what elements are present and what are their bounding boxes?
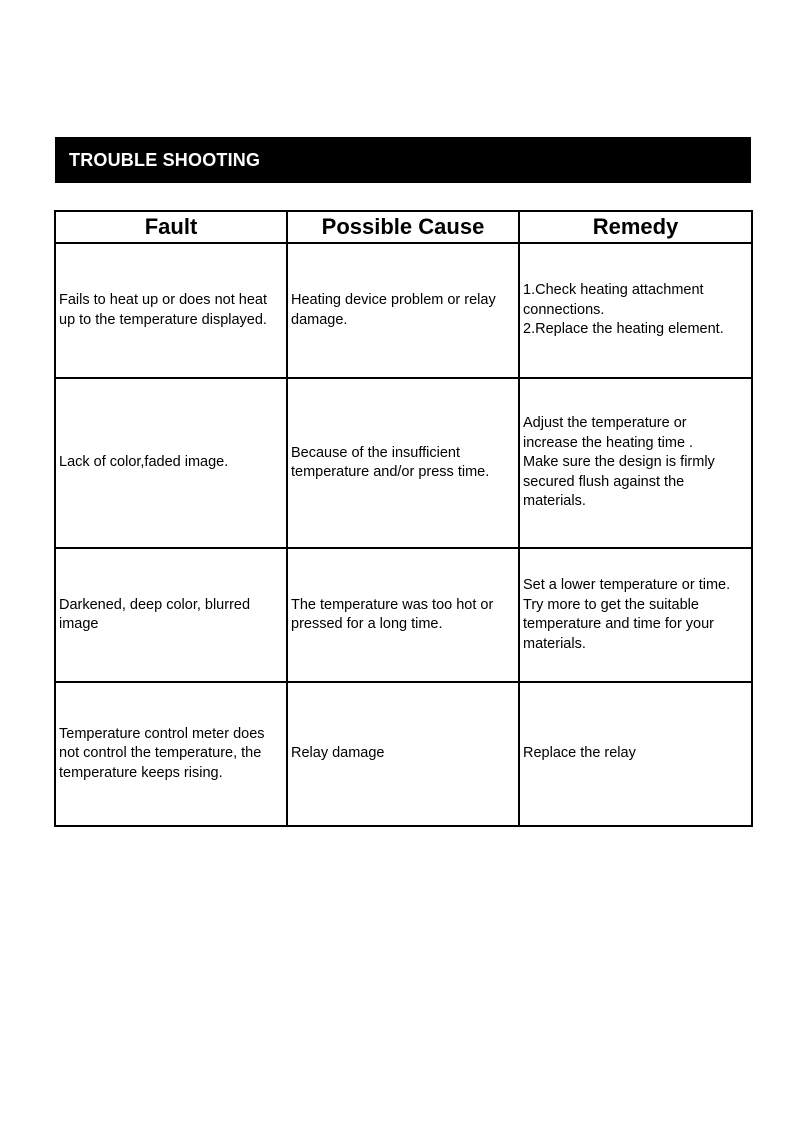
column-header-remedy: Remedy: [519, 211, 752, 243]
remedy-cell: [519, 682, 752, 826]
cause-cell: [287, 548, 519, 682]
troubleshooting-table: [54, 210, 753, 827]
remedy-cell: [519, 243, 752, 378]
fault-text: Temperature control meter does not control the temperature, the temperature keeps rising.: [59, 725, 265, 781]
table-row: [55, 378, 752, 548]
fault-text: Fails to heat up or does not heat up to the temperature displayed.: [59, 292, 267, 328]
fault-cell: [55, 378, 287, 548]
cause-text: Because of the insufficient temperature and/or press time.: [291, 444, 490, 480]
column-header-fault: Fault: [55, 211, 287, 243]
table-row: [55, 243, 752, 378]
table-row: [55, 548, 752, 682]
table-header-row: [55, 211, 752, 243]
remedy-text: Replace the relay: [523, 745, 636, 762]
cause-text: Relay damage: [291, 745, 385, 762]
cause-text: Heating device problem or relay damage.: [291, 292, 496, 328]
remedy-cell: [519, 378, 752, 548]
cause-text: The temperature was too hot or pressed for a long time.: [291, 596, 494, 632]
remedy-text: Set a lower temperature or time. Try more to get the suitable temperature and time for your materials.: [523, 577, 731, 652]
cause-cell: [287, 243, 519, 378]
fault-cell: [55, 548, 287, 682]
remedy-cell: [519, 548, 752, 682]
column-header-possible-cause: Possible Cause: [287, 211, 519, 243]
section-title: TROUBLE SHOOTING: [69, 149, 261, 170]
fault-cell: [55, 682, 287, 826]
fault-text: Lack of color,faded image.: [59, 454, 229, 471]
table-row: [55, 682, 752, 826]
section-header-bar: [55, 137, 751, 183]
cause-cell: [287, 378, 519, 548]
fault-text: Darkened, deep color, blurred image: [59, 596, 251, 632]
remedy-text: 1.Check heating attachment connections. 2.Replace the heating element.: [523, 282, 724, 338]
remedy-text: Adjust the temperature or increase the heating time . Make sure the design is firmly secured flush against the materials.: [523, 415, 715, 510]
cause-cell: [287, 682, 519, 826]
fault-cell: [55, 243, 287, 378]
